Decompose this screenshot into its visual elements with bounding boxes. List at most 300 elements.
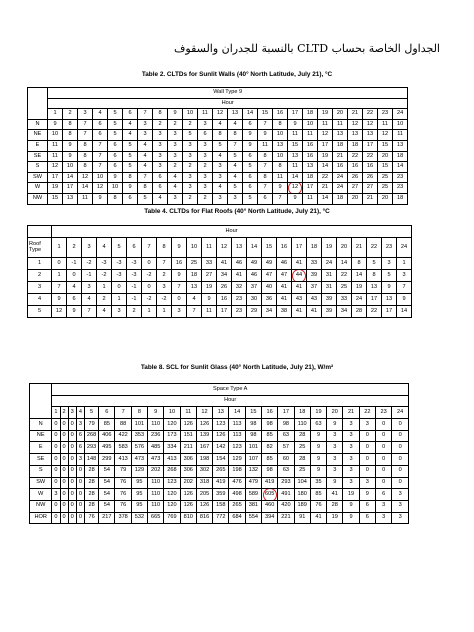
table-cell: 28 [84,465,98,477]
table-cell: 14 [288,172,303,183]
table-cell: 18 [187,270,202,282]
row-label: S [28,162,48,173]
table-cell: 18 [348,140,363,151]
group-header: Space Type A [52,384,409,396]
table-cell: 22 [348,151,363,162]
hour-cell: 19 [310,407,326,419]
hour-cell: 20 [327,407,343,419]
table-cell: 3 [82,282,97,294]
row-label: N [28,119,48,130]
table-cell: 91 [294,512,310,524]
table-cell: 422 [115,430,131,442]
table-cell: 479 [245,477,261,489]
table-cell: 0 [52,442,60,454]
table-cell: 7 [78,119,93,130]
table-row [30,419,409,431]
table-cell: 9 [273,183,288,194]
table-cell: 3 [76,454,84,466]
table-cell: 120 [164,419,180,431]
table-cell: 11 [288,162,303,173]
table-cell: 9 [310,465,326,477]
table-row [28,130,408,141]
table-cell: 107 [245,454,261,466]
table-cell: 158 [213,500,229,512]
hour-cell: 23 [378,109,393,120]
table-cell: 12 [78,172,93,183]
table-cell: 4 [153,193,168,204]
table-cell: 11 [258,140,273,151]
table-cell: 0 [52,258,67,270]
table-cell: 0 [359,442,375,454]
table-cell: 268 [164,465,180,477]
table-cell: 12 [93,183,108,194]
hour-cell: 6 [127,238,142,258]
table-cell: 5 [138,193,153,204]
table-cell: 353 [131,430,147,442]
table-cell: 9 [243,130,258,141]
table-cell: 2 [183,119,198,130]
table-cell: 9 [202,294,217,306]
hour-cell: 3 [78,109,93,120]
table8-caption: Table 8. SCL for Sunlit Glass (40° North Latitude, July 21), W/m² [140,364,334,371]
table-cell: 26 [348,172,363,183]
table-cell: 419 [262,477,278,489]
table-cell: 9 [288,119,303,130]
table-cell: 10 [48,130,63,141]
table-cell: 18 [393,151,408,162]
table-cell: 38 [277,306,292,318]
table-cell: 498 [229,489,245,501]
table-cell: 8 [108,193,123,204]
table4-cltd-roofs [27,225,412,318]
hour-cell: 1 [52,238,67,258]
header-row [30,384,409,396]
table-cell: 0 [52,500,60,512]
table-cell: 23 [393,172,408,183]
table-cell: 17 [303,183,318,194]
table-cell: 6 [93,130,108,141]
table-cell: 63 [278,465,294,477]
table-cell: 5 [243,193,258,204]
table4-caption: Table 4. CLTDs for Flat Roofs (40° North Latitude, July 21), °C [144,208,330,215]
hour-cell: 4 [93,109,108,120]
table-cell: 41 [292,282,307,294]
table-cell: 54 [99,500,115,512]
table-cell: 1 [52,270,67,282]
table-cell: 28 [352,306,367,318]
table-cell: 21 [333,151,348,162]
table-row [28,162,408,173]
table-cell: 6 [76,442,84,454]
table-cell: 10 [273,151,288,162]
row-label: W [28,183,48,194]
table-cell: 0 [68,477,76,489]
table-cell: 76 [310,500,326,512]
table-cell: 104 [294,477,310,489]
hour-cell: 14 [247,238,262,258]
table-cell: 8 [213,130,228,141]
table-cell: 0 [359,454,375,466]
table-cell: 9 [310,442,326,454]
table-cell: 13 [363,130,378,141]
table-cell: 33 [307,258,322,270]
hour-cell: 9 [172,238,187,258]
table-cell: 14 [78,183,93,194]
table-cell: 37 [307,282,322,294]
table-cell: 2 [153,119,168,130]
hour-cell: 9 [168,109,183,120]
hour-cell: 2 [67,238,82,258]
table-cell: 14 [393,162,408,173]
table-cell: 3 [153,151,168,162]
table-cell: 1 [397,258,412,270]
table-cell: 4 [123,119,138,130]
table-cell: 17 [318,140,333,151]
table-cell: 394 [262,512,278,524]
table-cell: 293 [278,477,294,489]
row-label: NW [28,193,48,204]
table-cell: 33 [202,258,217,270]
table-cell: 27 [363,183,378,194]
table-cell: 154 [213,454,229,466]
table-cell: 126 [180,419,196,431]
table-cell: 2 [168,119,183,130]
table-cell: 11 [333,119,348,130]
table-cell: 79 [115,465,131,477]
table-cell: -1 [127,294,142,306]
table-cell: 6 [123,193,138,204]
table-cell: 110 [148,489,164,501]
table-cell: 98 [262,419,278,431]
table-cell: 7 [258,119,273,130]
table-cell: 25 [187,258,202,270]
hour-cell: 23 [375,407,391,419]
table-cell: 4 [123,130,138,141]
table-cell: 0 [67,270,82,282]
table-cell: 43 [307,294,322,306]
hour-cell: 13 [228,109,243,120]
table-cell: 7 [273,193,288,204]
table-cell: 0 [76,477,84,489]
table-cell: 3 [343,442,359,454]
header-row [28,98,408,109]
table-cell: 123 [213,419,229,431]
table-cell: 419 [213,477,229,489]
table-cell: 4 [168,172,183,183]
table-cell: 98 [262,465,278,477]
table-cell: 0 [392,477,409,489]
table-cell: 236 [148,430,164,442]
table-cell: 9 [63,151,78,162]
table-cell: 17 [63,183,78,194]
table-cell: 76 [84,512,98,524]
table-cell: 126 [180,489,196,501]
hour-cell: 5 [108,109,123,120]
table-cell: 0 [375,442,391,454]
table-cell: 15 [378,162,393,173]
table-cell: 120 [164,489,180,501]
table-cell: 2 [157,270,172,282]
table-cell: 26 [363,172,378,183]
hour-cell: 12 [196,407,212,419]
table-cell: 5 [108,130,123,141]
table-cell: 12 [378,130,393,141]
table-cell: 49 [247,258,262,270]
table-cell: 7 [78,130,93,141]
table-cell: 605 [262,489,278,501]
table-cell: 3 [198,119,213,130]
table-cell: 13 [187,282,202,294]
row-label: NE [30,430,52,442]
table-cell: 6 [359,512,375,524]
table-cell: 13 [333,130,348,141]
table-cell: 4 [168,183,183,194]
table-cell: 202 [148,465,164,477]
table-cell: 24 [322,258,337,270]
table-cell: 3 [343,477,359,489]
table-cell: 299 [99,454,115,466]
table-cell: 6 [258,193,273,204]
table-cell: 24 [333,183,348,194]
table-cell: 29 [247,306,262,318]
table-cell: 14 [337,258,352,270]
row-label: 1 [28,258,52,270]
table-cell: 5 [367,258,382,270]
hour-cell: 22 [367,238,382,258]
hour-cell: 17 [292,238,307,258]
table-cell: 6 [67,294,82,306]
table-cell: 4 [213,151,228,162]
table-cell: 25 [378,172,393,183]
table-cell: 5 [228,183,243,194]
table-cell: 28 [327,500,343,512]
table-cell: 15 [288,140,303,151]
table-cell: 265 [213,465,229,477]
table-cell: 17 [367,294,382,306]
table-cell: 3 [327,442,343,454]
table-cell: 22 [367,306,382,318]
hour-cell: 1 [52,407,60,419]
table-cell: 46 [277,258,292,270]
table-cell: 19 [327,512,343,524]
table-cell: 3 [359,477,375,489]
table-cell: 378 [115,512,131,524]
table-cell: 6 [93,119,108,130]
hour-cell: 16 [273,109,288,120]
table-cell: 33 [337,294,352,306]
table-cell: 18 [393,193,408,204]
table-cell: 476 [229,477,245,489]
table-cell: 23 [393,183,408,194]
table-cell: 11 [393,130,408,141]
table-cell: 0 [52,419,60,431]
table-cell: 41 [292,306,307,318]
table-cell: 8 [228,130,243,141]
table-cell: 18 [303,172,318,183]
table-cell: 60 [278,454,294,466]
table-cell: 54 [99,489,115,501]
table-cell: 4 [138,140,153,151]
table-cell: 180 [294,489,310,501]
table-cell: 76 [115,500,131,512]
table-cell: 9 [63,140,78,151]
table-row [28,306,412,318]
table-cell: 3 [343,454,359,466]
table-cell: 11 [318,119,333,130]
table-cell: 198 [196,454,212,466]
table-cell: 41 [277,282,292,294]
table-cell: 47 [262,270,277,282]
hour-cell: 5 [112,238,127,258]
table-cell: 132 [245,465,261,477]
table-cell: 3 [183,140,198,151]
hour-cell: 12 [217,238,232,258]
table-cell: 22 [318,172,333,183]
table-cell: 25 [294,442,310,454]
table-cell: 0 [52,430,60,442]
table-cell: 3 [183,151,198,162]
table-cell: 0 [76,512,84,524]
table-cell: 9 [288,193,303,204]
table-cell: 334 [164,442,180,454]
hour-cell: 21 [343,407,359,419]
table-cell: 20 [348,193,363,204]
table-cell: 268 [84,430,98,442]
table-cell: 9 [343,500,359,512]
table-cell: 3 [392,500,409,512]
table-cell: 3 [327,430,343,442]
table-cell: 7 [258,183,273,194]
table-row [30,454,409,466]
table-cell: 57 [278,442,294,454]
hour-cell: 12 [213,109,228,120]
table-cell: 8 [78,140,93,151]
table-cell: 3 [198,140,213,151]
table-cell: 3 [392,512,409,524]
hour-cell: 7 [115,407,131,419]
row-label: NW [30,500,52,512]
table-cell: 0 [60,419,68,431]
hour-cell: 19 [318,109,333,120]
table-cell: 35 [310,477,326,489]
table-cell: -2 [142,270,157,282]
table-cell: 20 [378,151,393,162]
table-cell: 1 [112,294,127,306]
table-cell: 4 [187,294,202,306]
hour-cell: 10 [187,238,202,258]
table-row [28,119,408,130]
table-cell: 76 [115,489,131,501]
table-cell: 9 [359,489,375,501]
table-cell: 41 [217,258,232,270]
table-cell: 198 [229,465,245,477]
hour-header: Hour [48,98,408,109]
table-cell: 13 [367,282,382,294]
table-cell: 8 [123,172,138,183]
table-cell: 88 [115,419,131,431]
table-cell: 18 [333,193,348,204]
table-cell: 20 [378,193,393,204]
table-cell: 0 [142,282,157,294]
table-cell: 0 [375,454,391,466]
table-cell: 9 [67,306,82,318]
table-cell: 3 [228,193,243,204]
table-cell: 2 [97,294,112,306]
table-cell: 6 [108,151,123,162]
table-cell: 0 [68,454,76,466]
table-cell: 16 [348,162,363,173]
table-cell: 11 [273,172,288,183]
table-cell: 18 [333,140,348,151]
table-cell: 21 [363,193,378,204]
table-cell: -1 [127,282,142,294]
table-cell: 554 [245,512,261,524]
corner-cell [28,88,48,120]
row-label: SW [28,172,48,183]
table-cell: 9 [343,512,359,524]
table-cell: 5 [123,162,138,173]
table-row [30,489,409,501]
table-cell: 9 [93,193,108,204]
table-cell: 3 [168,130,183,141]
table-cell: 202 [180,477,196,489]
table-cell: 9 [243,140,258,151]
table-cell: -3 [127,270,142,282]
table-cell: 6 [108,162,123,173]
table-cell: 110 [148,500,164,512]
table-cell: 14 [397,306,412,318]
table-cell: 19 [48,183,63,194]
table-cell: 6 [243,151,258,162]
table-cell: 82 [262,442,278,454]
table-cell: 85 [262,430,278,442]
table-cell: 7 [82,306,97,318]
table-cell: 9 [172,270,187,282]
table-cell: 302 [196,465,212,477]
table-cell: 46 [232,258,247,270]
table-cell: 0 [375,477,391,489]
hour-cell: 9 [148,407,164,419]
hour-cell: 7 [138,109,153,120]
hour-cell: 7 [142,238,157,258]
table-cell: 0 [142,258,157,270]
table-cell: 816 [196,512,212,524]
table-cell: 26 [217,282,232,294]
table-row [28,282,412,294]
hour-cell: 22 [359,407,375,419]
table-cell: 39 [307,270,322,282]
table-cell: 495 [99,442,115,454]
table-cell: 16 [303,151,318,162]
table-cell: 2 [198,193,213,204]
table-cell: -3 [97,258,112,270]
table-cell: 5 [123,140,138,151]
table2-caption: Table 2. CLTDs for Sunlit Walls (40° North Latitude, July 21), °C [141,71,333,78]
table-cell: 3 [392,489,409,501]
table-cell: 217 [99,512,115,524]
table-cell: 126 [196,500,212,512]
table-cell: 95 [131,489,147,501]
table-row [28,294,412,306]
table-row [28,140,408,151]
table-cell: 7 [258,162,273,173]
table-cell: 10 [108,183,123,194]
table-cell: 110 [148,477,164,489]
table-cell: -2 [157,294,172,306]
hour-cell: 15 [262,238,277,258]
header-row [30,395,409,407]
table-cell: 4 [228,162,243,173]
